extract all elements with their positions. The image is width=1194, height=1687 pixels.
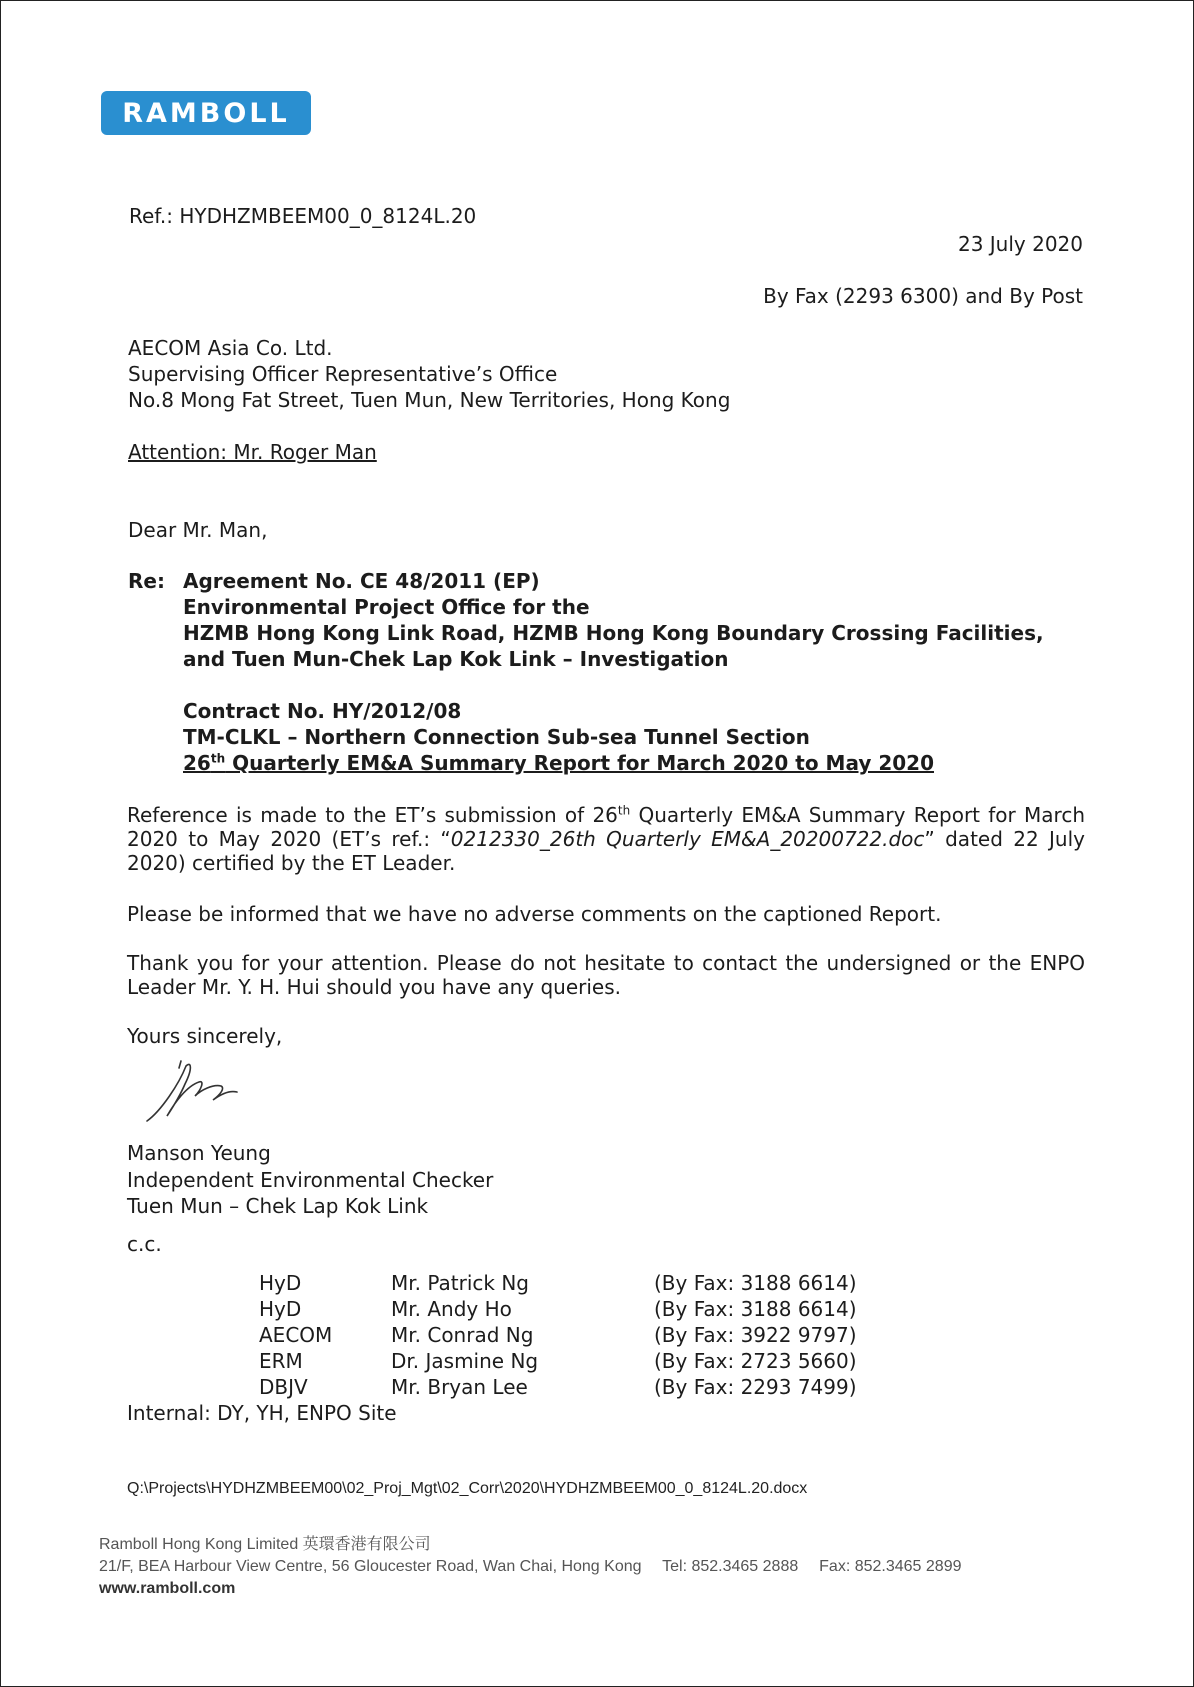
subject-line-2: Environmental Project Office for the (183, 595, 590, 619)
cc-fax: (By Fax: 3922 9797) (654, 1323, 857, 1347)
footer-company: Ramboll Hong Kong Limited 英環香港有限公司 (99, 1536, 431, 1553)
cc-label: c.c. (127, 1232, 162, 1256)
signature-image (141, 1056, 251, 1131)
letter-date: 23 July 2020 (957, 232, 1083, 256)
attention-line: Attention: Mr. Roger Man (128, 440, 377, 464)
report-title (183, 750, 934, 776)
subject-line-4: and Tuen Mun-Chek Lap Kok Link – Investigation (183, 647, 729, 671)
ramboll-logo (101, 91, 311, 135)
report-title-rest: Quarterly EM&A Summary Report for March 2020 to May 2020 (225, 751, 934, 775)
cc-person: Mr. Conrad Ng (391, 1323, 534, 1347)
delivery-method: By Fax (2293 6300) and By Post (763, 284, 1083, 308)
signatory-name: Manson Yeung (127, 1141, 271, 1165)
footer-website[interactable]: www.ramboll.com (99, 1580, 236, 1597)
report-number-suffix: th (210, 751, 226, 766)
cc-organisation: ERM (259, 1349, 303, 1373)
p1-text-c: ” dated 22 July 2020) certified by the ET Leader. (127, 827, 1085, 875)
salutation: Dear Mr. Man, (128, 518, 268, 542)
cc-person: Mr. Patrick Ng (391, 1271, 529, 1295)
cc-row (259, 1296, 857, 1322)
subject-line-1: Agreement No. CE 48/2011 (EP) (183, 569, 540, 593)
p1-text-b: Quarterly EM&A Summary Report for March 2020 to May 2020 (ET’s ref.: “ (127, 803, 1085, 851)
footer-tel: Tel: 852.3465 2888 (662, 1558, 799, 1575)
subject-line-3: HZMB Hong Kong Link Road, HZMB Hong Kong Boundary Crossing Facilities, (183, 621, 1044, 645)
recipient-address: No.8 Mong Fat Street, Tuen Mun, New Territories, Hong Kong (128, 388, 731, 412)
footer-address: 21/F, BEA Harbour View Centre, 56 Gloucester Road, Wan Chai, Hong Kong (99, 1558, 642, 1575)
file-path: Q:\Projects\HYDHZMBEEM00\02_Proj_Mgt\02_Corr\2020\HYDHZMBEEM00_0_8124L.20.docx (127, 1480, 808, 1497)
closing: Yours sincerely, (127, 1024, 283, 1048)
cc-row (259, 1322, 857, 1348)
cc-row (259, 1374, 857, 1400)
internal-distribution: Internal: DY, YH, ENPO Site (127, 1401, 397, 1425)
p1-text-a: Reference is made to the ET’s submission of 26 (127, 803, 618, 827)
signatory-title: Independent Environmental Checker (127, 1168, 494, 1192)
cc-fax: (By Fax: 3188 6614) (654, 1271, 857, 1295)
cc-fax: (By Fax: 3188 6614) (654, 1297, 857, 1321)
body-paragraph-1 (127, 803, 1085, 875)
cc-person: Dr. Jasmine Ng (391, 1349, 539, 1373)
report-number: 26 (183, 751, 211, 775)
cc-person: Mr. Andy Ho (391, 1297, 512, 1321)
cc-row (259, 1348, 857, 1374)
cc-fax: (By Fax: 2293 7499) (654, 1375, 857, 1399)
cc-person: Mr. Bryan Lee (391, 1375, 528, 1399)
cc-organisation: HyD (259, 1271, 302, 1295)
logo-text: RAMBOLL (122, 97, 290, 129)
cc-fax: (By Fax: 2723 5660) (654, 1349, 857, 1373)
body-paragraph-2: Please be informed that we have no adverse comments on the captioned Report. (127, 902, 942, 926)
cc-organisation: AECOM (259, 1323, 333, 1347)
cc-organisation: HyD (259, 1297, 302, 1321)
reference-number: Ref.: HYDHZMBEEM00_0_8124L.20 (129, 204, 477, 228)
cc-row (259, 1270, 857, 1296)
body-paragraph-3: Thank you for your attention. Please do not hesitate to contact the undersigned or the ENPO Leader Mr. Y. H. Hui should you have any queries. (127, 951, 1085, 999)
cc-organisation: DBJV (259, 1375, 308, 1399)
signatory-project: Tuen Mun – Chek Lap Kok Link (127, 1194, 429, 1218)
contract-section: TM-CLKL – Northern Connection Sub-sea Tunnel Section (183, 725, 810, 749)
recipient-company: AECOM Asia Co. Ltd. (128, 336, 333, 360)
footer-fax: Fax: 852.3465 2899 (819, 1558, 962, 1575)
footer-contact (99, 1556, 962, 1577)
subject-label: Re: (128, 569, 165, 593)
contract-number: Contract No. HY/2012/08 (183, 699, 462, 723)
cc-list (259, 1270, 857, 1400)
recipient-office: Supervising Officer Representative’s Office (128, 362, 558, 386)
p1-file-reference: 0212330_26th Quarterly EM&A_20200722.doc (450, 827, 925, 851)
p1-superscript: th (617, 803, 631, 818)
